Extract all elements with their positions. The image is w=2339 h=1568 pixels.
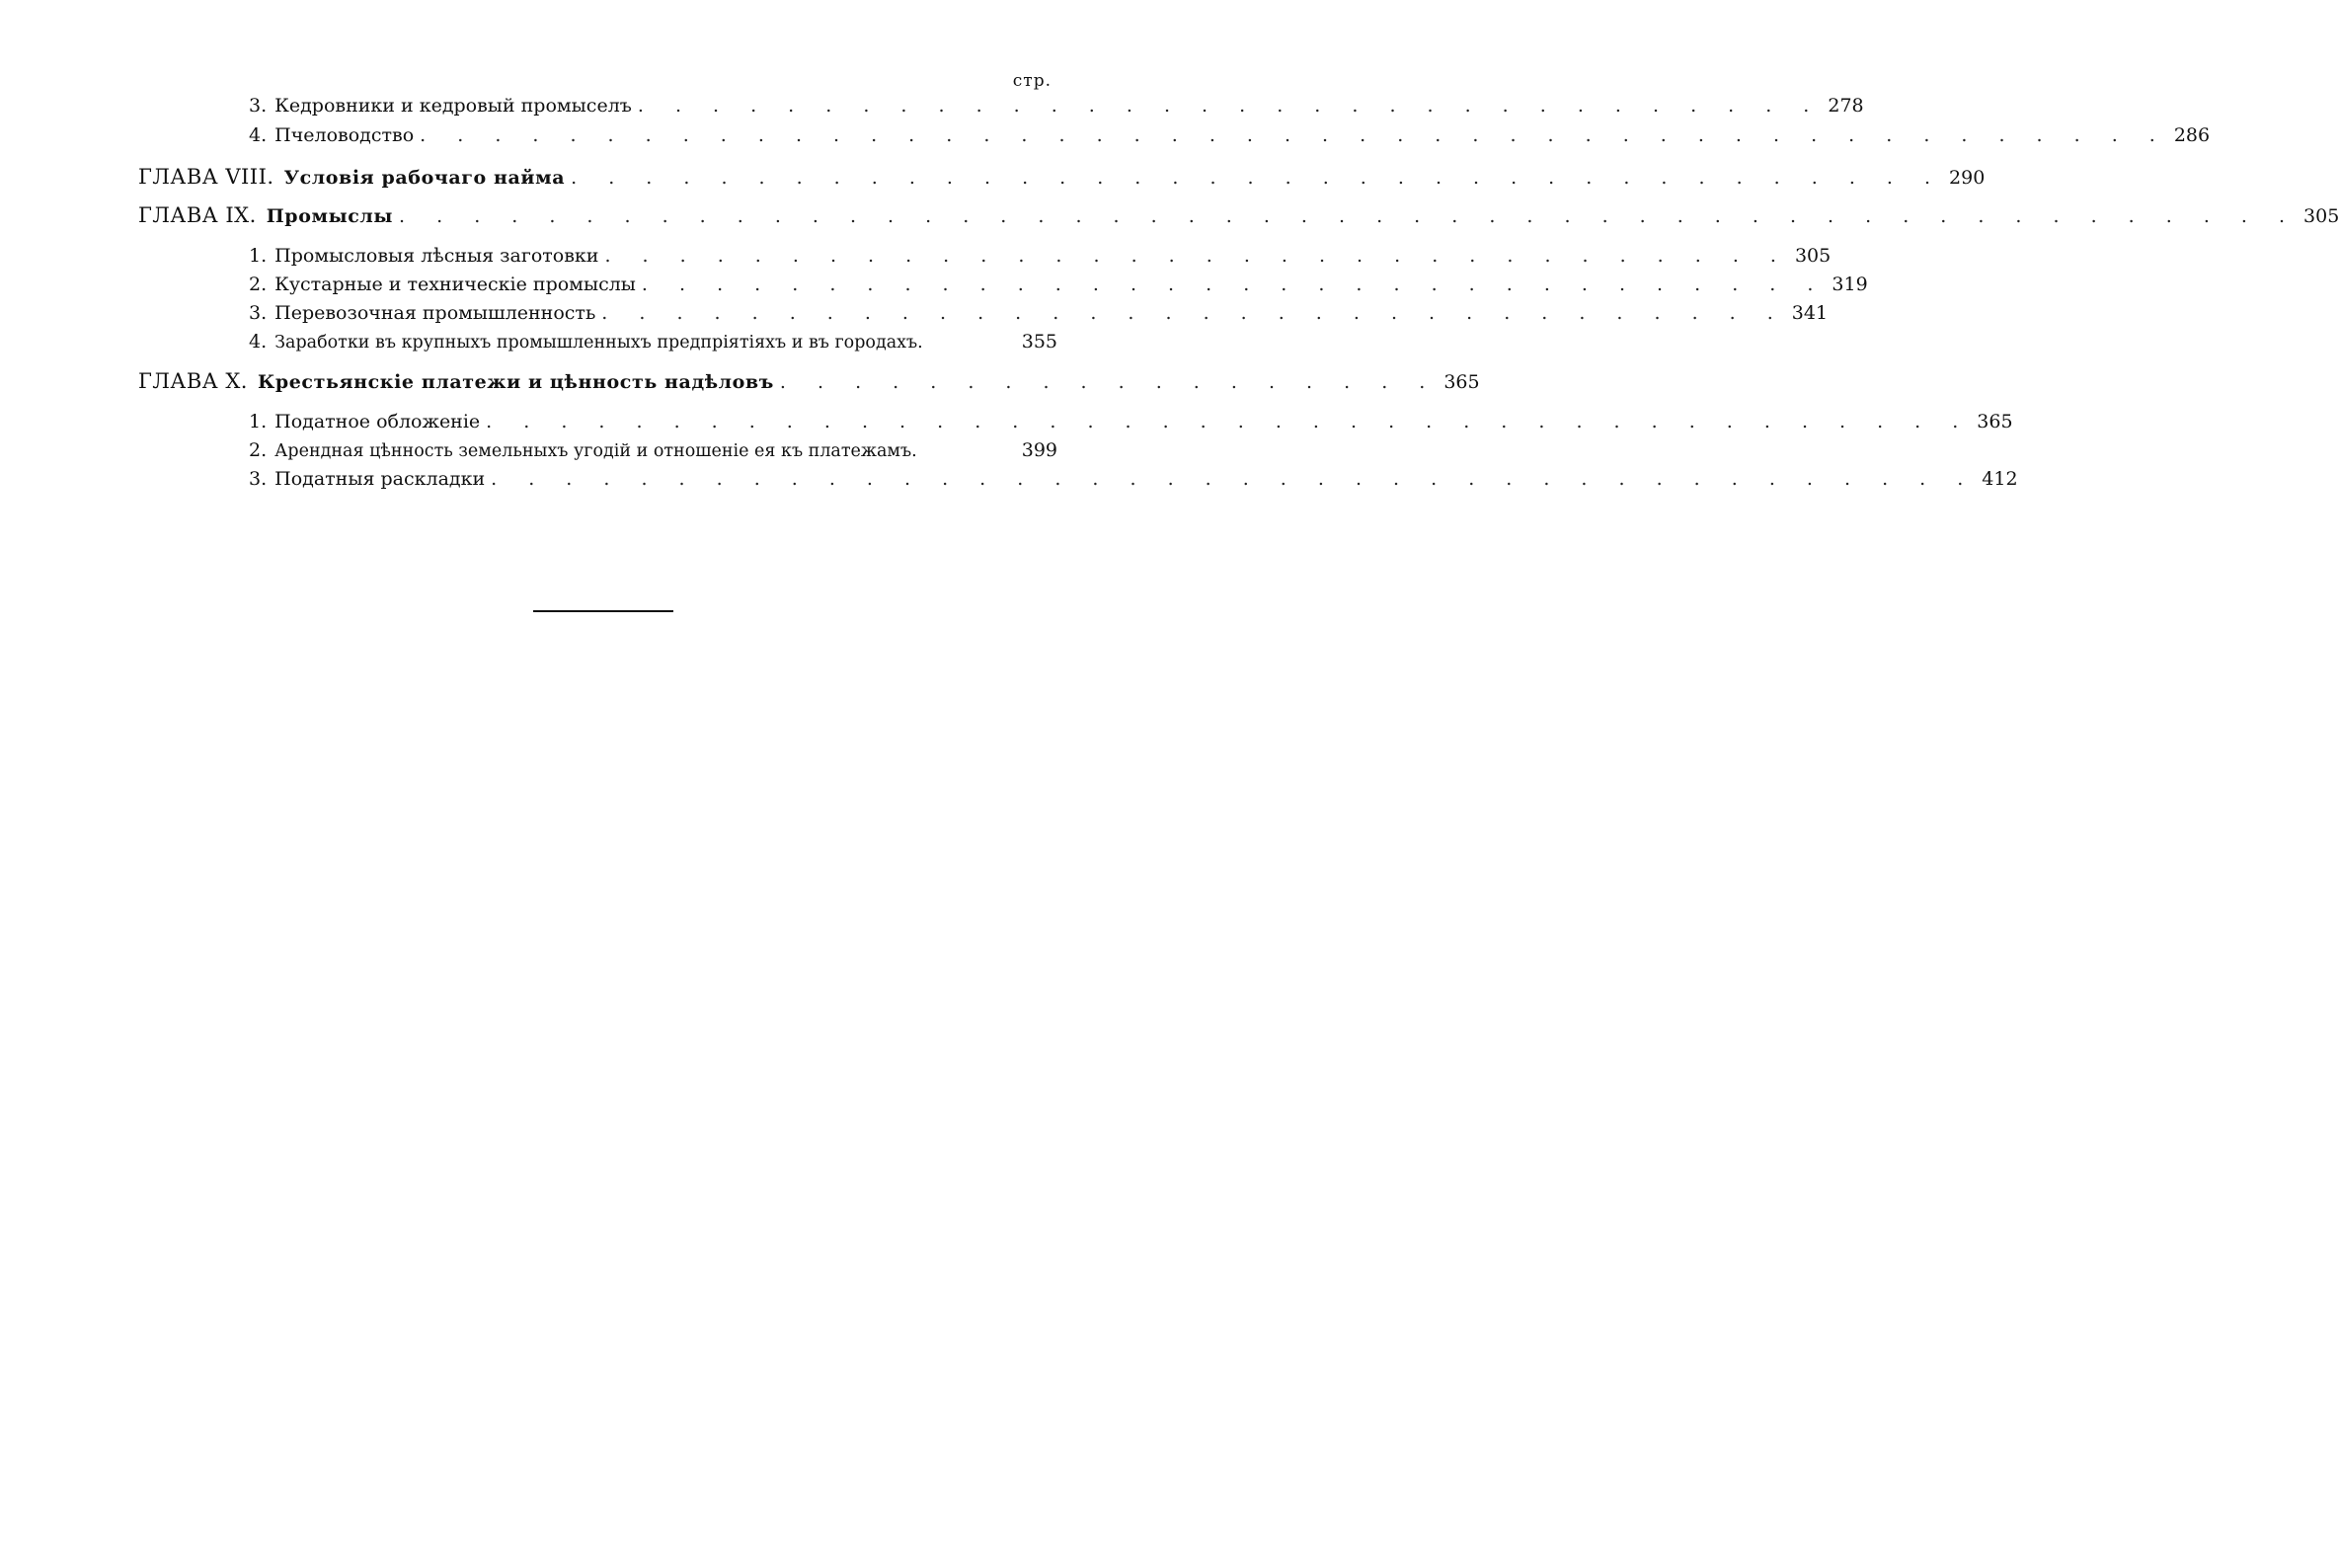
toc-entry <box>249 124 2211 152</box>
page-number: 341 <box>1791 302 1829 324</box>
chapter-title: Крестьянскіе платежи и цѣнность надѣловъ <box>257 371 774 393</box>
chapter-number: ГЛАВА IX. <box>138 203 257 227</box>
toc-chapter-entry <box>138 165 1986 193</box>
section-number: 1. <box>249 411 268 432</box>
section-number: 4. <box>249 124 268 146</box>
section-number: 3. <box>249 468 268 490</box>
toc-entry <box>249 245 1832 273</box>
leader-dots: . . . . . . . . . . . . . . . . . . <box>779 371 1439 393</box>
toc-entry <box>249 439 1057 467</box>
entry-title: Податныя раскладки <box>274 468 486 490</box>
leader-dots: . . . . . . . . . . . . . . . . . . . . . . . . . . . . . . . . . . . . . . . . <box>491 468 1977 490</box>
entry-title: Кедровники и кедровый промыселъ <box>274 95 632 117</box>
entry-title: Пчеловодство <box>274 124 415 146</box>
page-number: 399 <box>1021 439 1057 461</box>
toc-chapter-entry <box>138 203 2339 231</box>
toc-entry <box>249 95 1864 122</box>
chapter-number: ГЛАВА X. <box>138 369 248 393</box>
page-number: 412 <box>1982 468 2018 490</box>
section-number: 3. <box>249 302 268 324</box>
leader-dots: . . . . . . . . . . . . . . . . . . . . . . . . . . . . . . . . <box>601 302 1786 324</box>
chapter-title: Условія рабочаго найма <box>283 167 566 189</box>
page-number: 365 <box>1443 371 1480 393</box>
toc-chapter-entry <box>138 369 1480 397</box>
toc-entry <box>249 468 2018 496</box>
page-number: 365 <box>1977 411 2013 432</box>
leader-dots: . . . . . . . . . . . . . . . . . . . . . . . . . . . . . . . . . . . . . . . . . . . . . . . <box>420 124 2168 146</box>
leader-dots: . . . . . . . . . . . . . . . . . . . . . . . . . . . . . . . . <box>641 274 1827 295</box>
leader-dots: . . . . . . . . . . . . . . . . . . . . . . . . . . . . . . . . . . . . . . . . <box>486 411 1972 432</box>
leader-dots: . . . . . . . . . . . . . . . . . . . . . . . . . . . . . . . . <box>637 95 1823 117</box>
page-number: 278 <box>1828 95 1864 117</box>
toc-entry <box>249 411 2013 438</box>
entry-title: Кустарные и техническіе промыслы <box>274 274 636 295</box>
leader-dots: . . . . . . . . . . . . . . . . . . . . . . . . . . . . . . . . <box>604 245 1789 267</box>
toc-entry <box>249 302 1829 330</box>
section-number: 3. <box>249 95 268 117</box>
leader-dots: . . . . . . . . . . . . . . . . . . . . . . . . . . . . . . . . . . . . . . . . . . . . . . . . . . . <box>399 205 2299 227</box>
section-number: 2. <box>249 274 268 295</box>
section-number: 4. <box>249 331 268 353</box>
page-number: 286 <box>2173 124 2211 146</box>
page-number: 305 <box>1794 245 1832 267</box>
entry-title: Податное обложеніе <box>274 411 481 432</box>
page-number: 319 <box>1832 274 1868 295</box>
page-column-header: стр. <box>1012 71 1052 91</box>
page-number: 290 <box>1949 167 1986 189</box>
entry-title: Перевозочная промышленность <box>274 302 596 324</box>
page-number: 305 <box>2303 205 2339 227</box>
entry-title: Заработки въ крупныхъ промышленныхъ предпріятіяхъ и въ городахъ. <box>274 333 923 353</box>
closing-rule <box>533 610 673 612</box>
entry-title: Арендная цѣнность земельныхъ угодій и отношеніе ея къ платежамъ. <box>274 441 917 461</box>
page-number: 355 <box>1021 331 1057 353</box>
leader-dots: . . . . . . . . . . . . . . . . . . . . . . . . . . . . . . . . . . . . . <box>571 167 1944 189</box>
section-number: 2. <box>249 439 268 461</box>
chapter-title: Промыслы <box>266 205 394 227</box>
toc-entry <box>249 274 1868 301</box>
toc-entry <box>249 331 1057 358</box>
section-number: 1. <box>249 245 268 267</box>
entry-title: Промысловыя лѣсныя заготовки <box>274 245 599 267</box>
chapter-number: ГЛАВА VIII. <box>138 165 274 189</box>
